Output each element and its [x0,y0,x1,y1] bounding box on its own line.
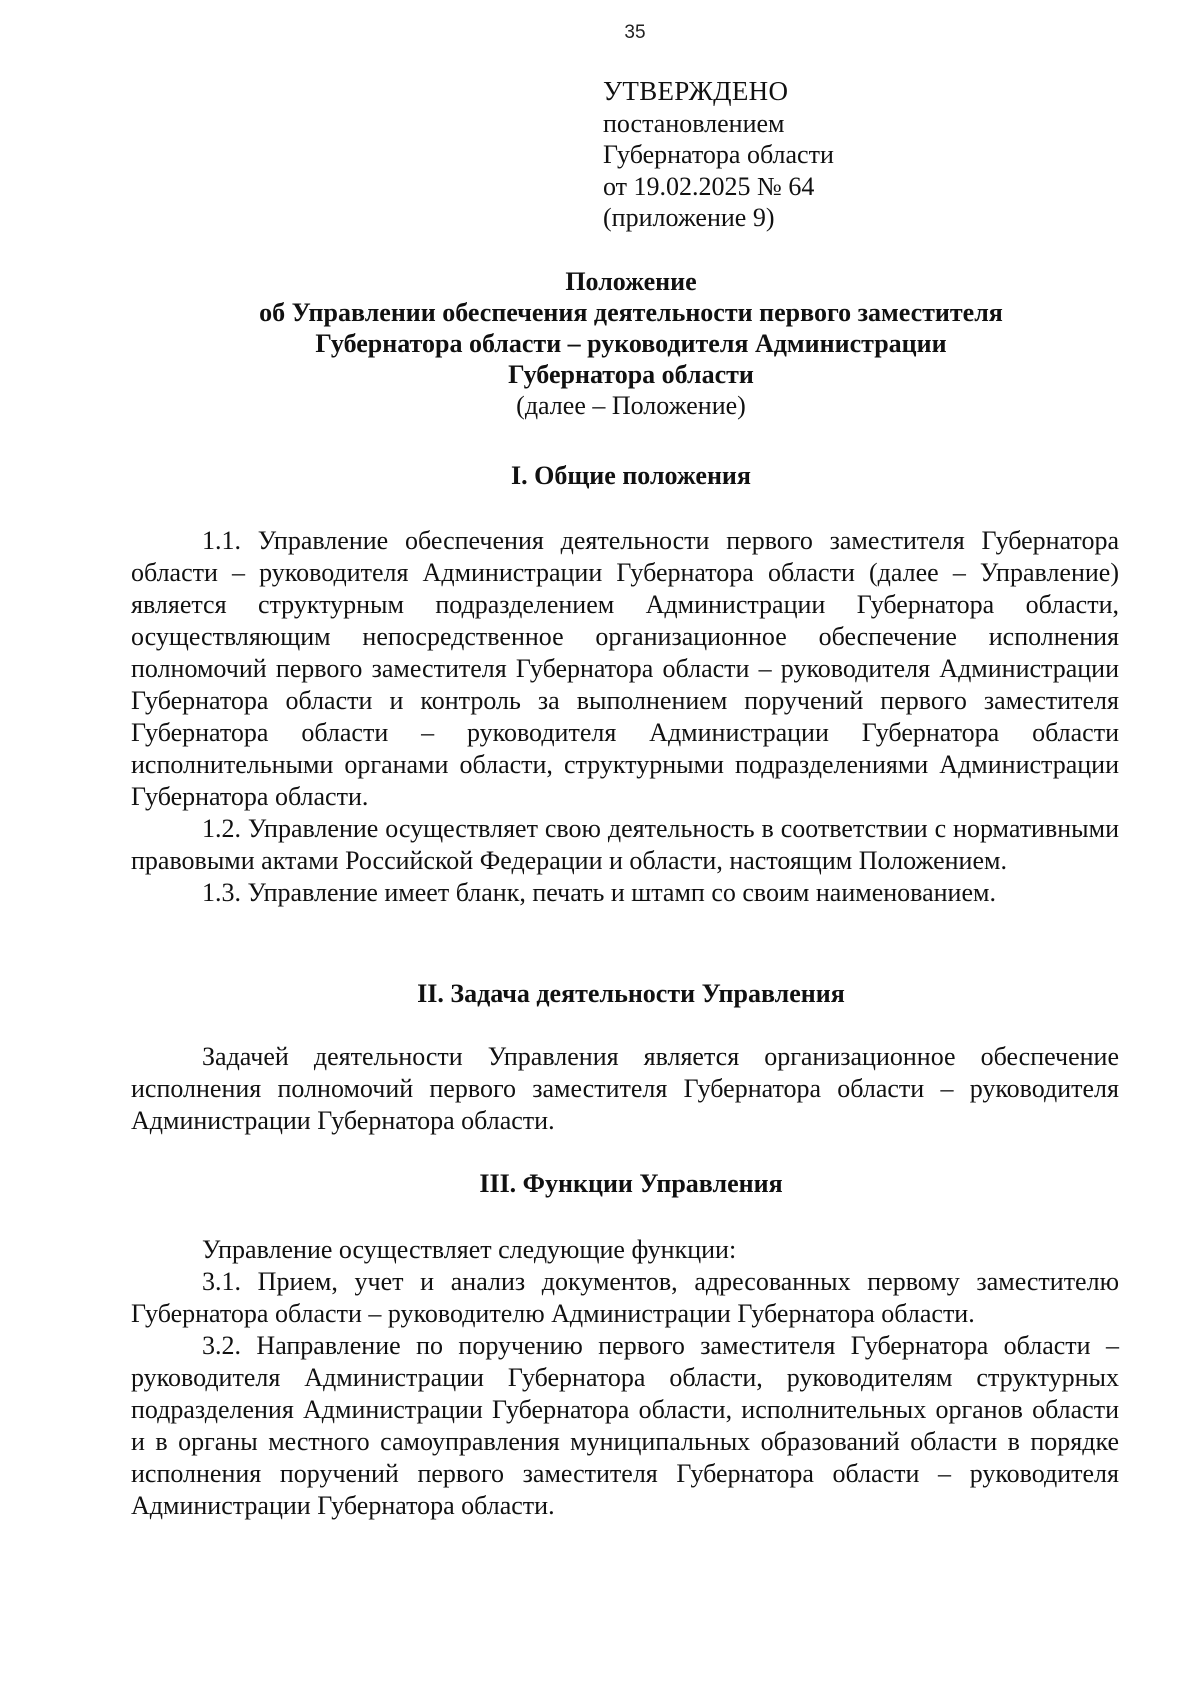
section-3-body [131,1234,1119,1522]
paragraph-3-2: 3.2. Направление по поручению первого заместителя Губернатора области – руководителя Администрации Губернатора области, руководителям структурных подразделения Администрации Губернатора области, исполнительных органов области и в органы местного самоуправления муниципальных образований области в порядке исполнения поручений первого заместителя Губернатора области – руководителя Администрации Губернатора области. [131,1331,1119,1520]
approval-line: Губернатора области [603,140,834,169]
page-number: 35 [624,22,646,43]
title-subline: (далее – Положение) [516,391,746,420]
approval-stamp-block [603,76,834,234]
title-line: Положение [565,267,697,296]
document-title [126,266,1136,421]
approval-appendix: (приложение 9) [603,203,775,232]
approval-line: постановлением [603,108,785,138]
title-line: Губернатора области – руководителя Администрации [315,329,947,358]
paragraph-2-1: Задачей деятельности Управления является организационное обеспечение исполнения полномочий первого заместителя Губернатора области – руководителя Администрации Губернатора области. [131,1042,1119,1135]
title-line: Губернатора области [508,360,754,389]
section-heading-2: II. Задача деятельности Управления [417,979,845,1008]
paragraph-1-1: 1.1. Управление обеспечения деятельности первого заместителя Губернатора области – руководителя Администрации Губернатора области (далее – Управление) является структурным подразделением Администрации Губернатора области, осуществляющим непосредственное организационное обеспечение исполнения полномочий первого заместителя Губернатора области – руководителя Администрации Губернатора области и контроль за выполнением поручений первого заместителя Губернатора области – руководителя Администрации Губернатора области исполнительными органами области, структурными подразделениями Администрации Губернатора области. [131,526,1119,811]
paragraph-1-2: 1.2. Управление осуществляет свою деятельность в соответствии с нормативными правовыми актами Российской Федерации и области, настоящим Положением. [131,814,1119,875]
paragraph-3-intro: Управление осуществляет следующие функции: [202,1235,737,1264]
approval-date-number: от 19.02.2025 № 64 [603,171,815,201]
section-2-body [131,1041,1119,1137]
title-line: об Управлении обеспечения деятельности первого заместителя [259,298,1003,327]
section-heading-1: I. Общие положения [511,461,751,490]
paragraph-1-3: 1.3. Управление имеет бланк, печать и штамп со своим наименованием. [202,878,996,907]
section-heading-3: III. Функции Управления [479,1169,783,1198]
paragraph-3-1: 3.1. Прием, учет и анализ документов, адресованных первому заместителю Губернатора области – руководителю Администрации Губернатора области. [131,1267,1119,1328]
approval-heading: УТВЕРЖДЕНО [603,76,789,106]
section-1-body [131,525,1119,909]
